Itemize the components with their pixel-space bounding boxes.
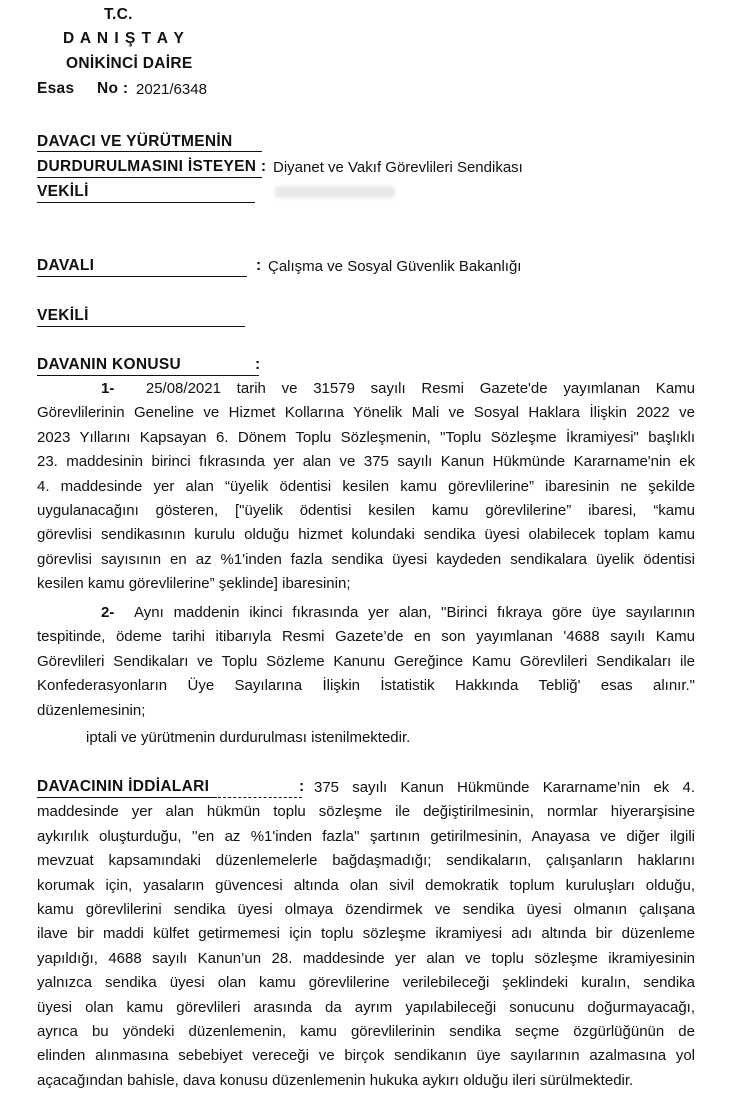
item2-number: 2- xyxy=(101,604,115,621)
item2-line: Aynı maddenin ikinci fıkrasında yer alan, "Birinci fıkraya göre üye sayılarının xyxy=(134,604,695,621)
underline-defendant xyxy=(37,276,247,277)
item1-line: 23. maddesinin birinci fıkrasında yer alan ve 375 sayılı Kanun Hükmünde Kararname'nin ek xyxy=(37,453,695,471)
underline-plaintiff-2 xyxy=(37,177,262,178)
item2-line: tespitinde, ödeme tarihi itibarıyla Resmi Gazete’de en son yayımlanan '4688 sayılı Kamu xyxy=(37,628,695,646)
item1-line: 25/08/2021 tarih ve 31579 sayılı Resmi Gazete'de yayımlanan Kamu xyxy=(145,380,695,397)
header-tc: T.C. xyxy=(104,6,133,23)
claims-line: korumak için, yasaların güvencesi altında olan sivil demokratik toplum kuruluşları olduğu, xyxy=(37,876,695,894)
claims-colon: : xyxy=(299,778,305,795)
item1-line: 4. maddesinde yer alan “üyelik ödentisi kesilen kamu görevlilerine” ibaresinin ne şekilde xyxy=(37,477,695,495)
defendant-name: Çalışma ve Sosyal Güvenlik Bakanlığı xyxy=(268,258,522,275)
redacted-name xyxy=(275,186,395,198)
claims-line: maddesinde yer alan hükmün toplu sözleşme ile değiştirilmesinin, normlar hiyerarşisine xyxy=(37,803,695,821)
item1-line: uygulanacağını gösteren, ["üyelik ödentisi kesilen kamu görevlilerine” ibaresi, “kamu xyxy=(37,501,695,519)
claims-line: ayrıca bu yöndeki düzenlemenin, kamu görevlilerinin sendika seçme özgürlüğünün de xyxy=(37,1022,695,1040)
claims-text xyxy=(37,776,695,1093)
claims-line: üyesi olan kamu görevlileri arasında da ayrım yapılabileceği sonucunu doğurmayacağı, xyxy=(37,998,695,1016)
claims-line: açacağından bahisle, dava konusu düzenlemenin hukuka aykırı olduğu ileri sürülmektedir. xyxy=(37,1071,634,1089)
underline-subject xyxy=(37,375,259,376)
claims-line: elinden alınmasına sebebiyet vereceği ve birçok sendikanın üye sayılarının azalmasına yol xyxy=(37,1047,695,1065)
claims-line: yalnızca sendika üyesi olan kamu görevlilerine verilebileceği şeklindeki kuralın, sendika xyxy=(37,974,695,992)
defendant-colon: : xyxy=(256,257,262,274)
plaintiff-label-line2: DURDURULMASINI İSTEYEN : xyxy=(37,158,267,175)
claims-line: 375 sayılı Kanun Hükmünde Kararname’nin ek 4. xyxy=(314,779,695,796)
subject-label: DAVANIN KONUSU xyxy=(37,356,181,373)
plaintiff-attorney-label: VEKİLİ xyxy=(37,183,89,200)
case-number: 2021/6348 xyxy=(136,81,207,98)
esas-label: Esas xyxy=(37,80,75,97)
item1-number: 1- xyxy=(101,380,115,397)
item2-line: Görevlileri Sendikaları ve Toplu Sözleme Kanunu Gereğince Kamu Görevlileri Sendikaları ile xyxy=(37,652,695,670)
underline-plaintiff-attorney xyxy=(37,202,255,203)
claims-line: mevzuat kapsamındaki düzenlemelerle bağdaşmadığı; sendikaların, çalışanların haklarını xyxy=(37,852,695,870)
subject-colon: : xyxy=(255,356,261,373)
item1-line: Görevlilerinin Geneline ve Hizmet Kollarına Yönelik Mali ve Sosyal Haklara İlişkin 2022 ve xyxy=(37,404,695,422)
no-label: No : xyxy=(97,80,129,97)
item1-line: kesilen kamu görevlilerine” şeklinde] ibaresinin; xyxy=(37,575,351,593)
item1-line: görevlisi sayısının en az %1'inden fazla sendika üyesi kaydeden sendikalara üyelik ödentisi xyxy=(37,550,695,568)
defendant-label: DAVALI xyxy=(37,257,95,274)
item1-line: 2023 Yıllarını Kapsayan 6. Dönem Toplu Sözleşmenin, "Toplu Sözleşme İkramiyesi" başlıklı xyxy=(37,428,695,446)
underline-plaintiff-1 xyxy=(37,151,262,152)
claims-line: kamu görevlilerini sendika üyesi olmaya özendirmek ve sendika üyesi olmanın çalışana xyxy=(37,900,695,918)
plaintiff-name: Diyanet ve Vakıf Görevlileri Sendikası xyxy=(273,159,523,176)
claims-line: aykırılık oluşturduğu, ''en az %1'inden fazla'' şartının getirilmesinin, Anayasa ve diğer ilgili xyxy=(37,827,695,845)
subject-item-2 xyxy=(37,601,695,723)
chamber-name: ONİKİNCİ DAİRE xyxy=(66,55,193,72)
underline-defendant-attorney xyxy=(37,326,245,327)
claims-line: ilave bir maddi külfet getirmemesi için toplu sözleşme ikramiyesi adı altında bir düzenleme xyxy=(37,925,695,943)
subject-closing: iptali ve yürütmenin durdurulması istenilmektedir. xyxy=(86,729,411,746)
defendant-attorney-label: VEKİLİ xyxy=(37,307,89,324)
plaintiff-label-line1: DAVACI VE YÜRÜTMENİN xyxy=(37,133,233,150)
claims-line: yapıldığı, 4688 sayılı Kanun’un 28. maddesinde yer alan ve toplu sözleşme ikramiyesinin xyxy=(37,949,695,967)
claims-label: DAVACININ İDDİALARI xyxy=(37,778,210,795)
item1-line: görevlisi sendikasının kurulu olduğu hizmet kolundaki sendika üyesi olabilecek toplam kamu xyxy=(37,526,695,544)
subject-item-1 xyxy=(37,377,695,597)
court-name: D A N I Ş T A Y xyxy=(63,30,185,47)
item2-line: düzenlemesinin; xyxy=(37,701,146,719)
item2-line: Konfederasyonların Üye Sayılarına İlişkin İstatistik Hakkında Tebliğ' esas alınır." xyxy=(37,677,695,695)
